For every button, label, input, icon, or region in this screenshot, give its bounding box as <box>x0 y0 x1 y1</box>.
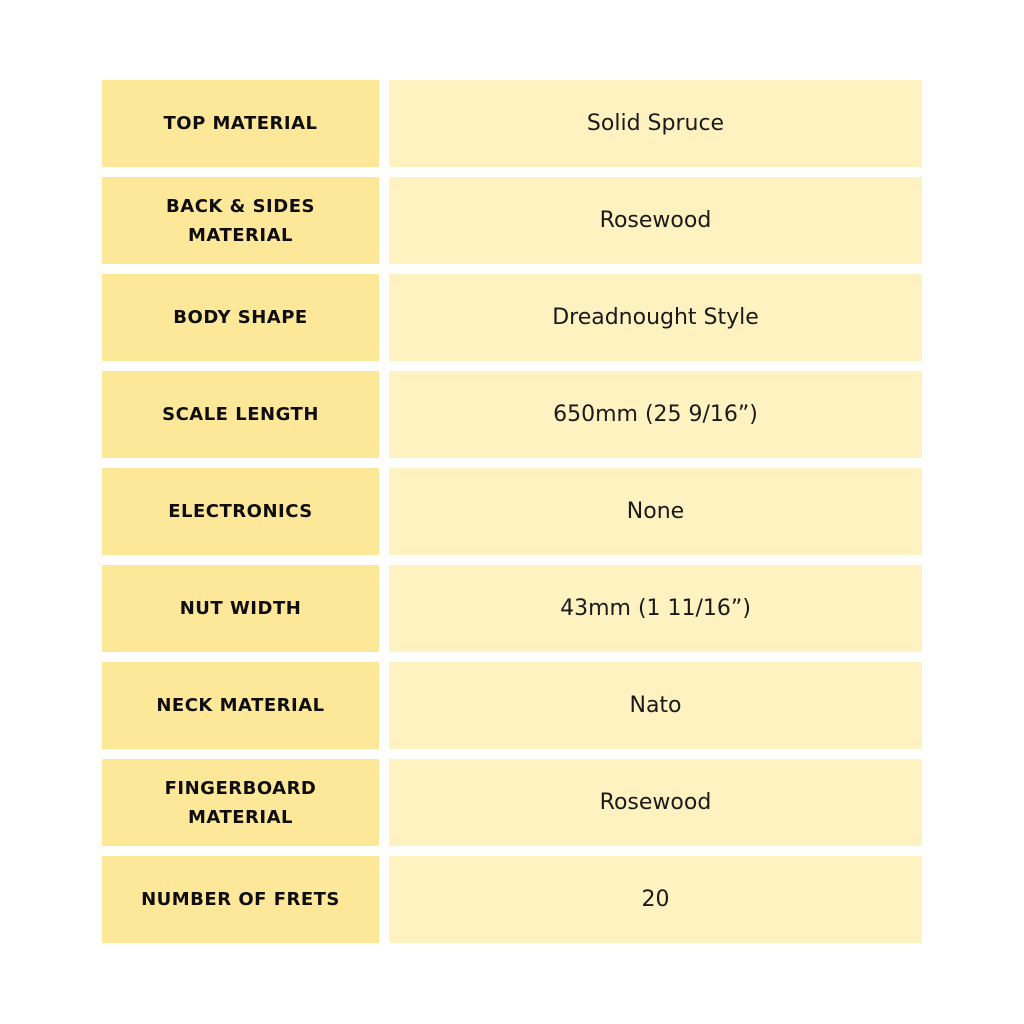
spec-value: 43mm (1 11/16”) <box>389 565 922 652</box>
spec-value: Nato <box>389 662 922 749</box>
spec-value: Rosewood <box>389 177 922 264</box>
spec-row-fingerboard-material <box>102 759 922 846</box>
spec-label: NUT WIDTH <box>102 565 379 652</box>
spec-value: Dreadnought Style <box>389 274 922 361</box>
spec-label: SCALE LENGTH <box>102 371 379 458</box>
spec-label: NECK MATERIAL <box>102 662 379 749</box>
spec-label: BACK & SIDES MATERIAL <box>102 177 379 264</box>
spec-row-nut-width <box>102 565 922 652</box>
spec-value: None <box>389 468 922 555</box>
spec-label: ELECTRONICS <box>102 468 379 555</box>
spec-value: Solid Spruce <box>389 80 922 167</box>
spec-row-scale-length <box>102 371 922 458</box>
spec-table <box>102 80 922 943</box>
spec-value: 20 <box>389 856 922 943</box>
spec-label: TOP MATERIAL <box>102 80 379 167</box>
spec-row-electronics <box>102 468 922 555</box>
spec-label: BODY SHAPE <box>102 274 379 361</box>
spec-row-number-of-frets <box>102 856 922 943</box>
spec-row-neck-material <box>102 662 922 749</box>
spec-label: FINGERBOARD MATERIAL <box>102 759 379 846</box>
spec-row-body-shape <box>102 274 922 361</box>
spec-row-back-sides-material <box>102 177 922 264</box>
spec-value: Rosewood <box>389 759 922 846</box>
spec-row-top-material <box>102 80 922 167</box>
spec-label: NUMBER OF FRETS <box>102 856 379 943</box>
spec-value: 650mm (25 9/16”) <box>389 371 922 458</box>
